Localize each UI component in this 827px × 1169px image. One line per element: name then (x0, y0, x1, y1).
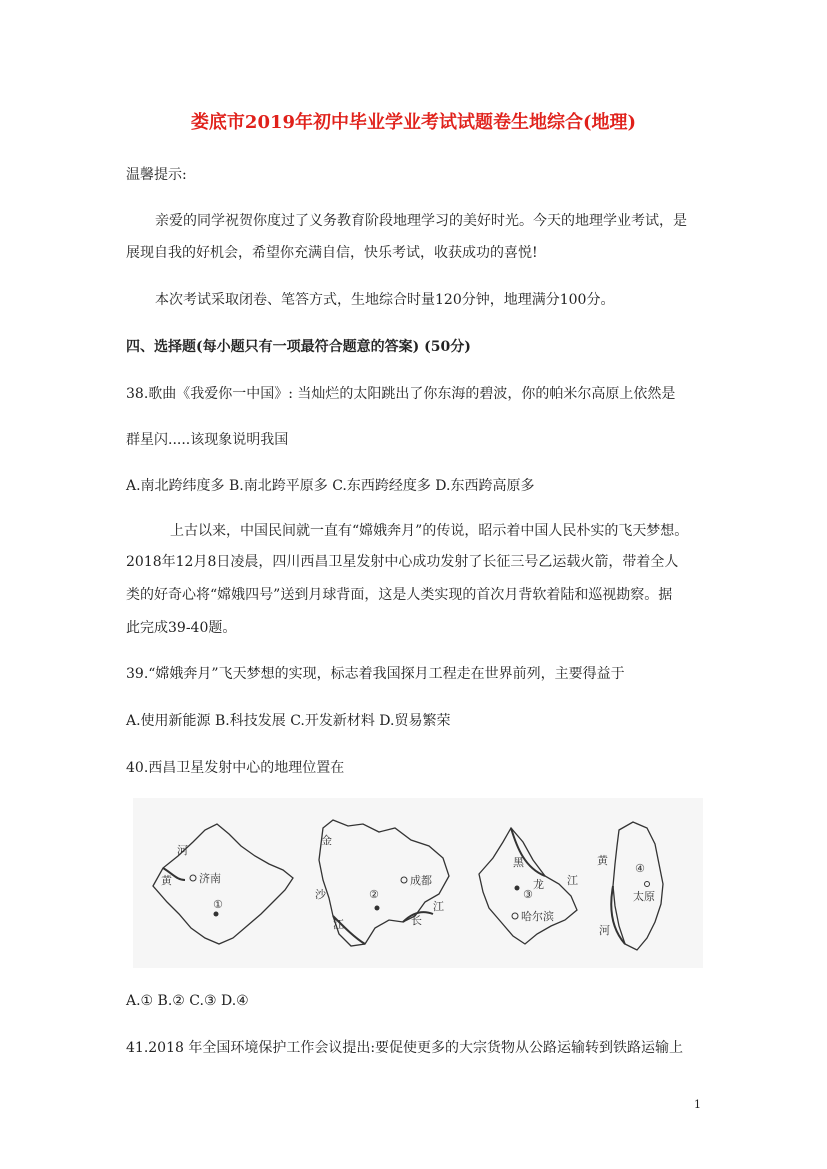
q40-stem: 40.西昌卫星发射中心的地理位置在 (126, 760, 345, 776)
map3-point (515, 886, 520, 891)
map2-jiang-right-label: 江 (433, 900, 444, 913)
map3-long-label: 龙 (533, 878, 544, 891)
map1-river-left-label: 黄 (161, 874, 172, 887)
passage-line-2: 2018年12月8日凌晨，四川西昌卫星发射中心成功发射了长征三号乙运载火箭，带着全人 (126, 554, 679, 570)
passage-line-3: 类的好奇心将“嫦娥四号”送到月球背面，这是人类实现的首次月背软着陆和巡视勘察。据 (126, 587, 673, 603)
map-shandong (153, 824, 293, 944)
map1-city-dot (190, 875, 196, 881)
map2-point (375, 906, 380, 911)
tip-heading: 温馨提示: (126, 167, 187, 183)
map3-hei-label: 黑 (513, 856, 524, 869)
map3-jiang-label: 江 (567, 874, 578, 887)
q39-stem: 39.“嫦娥奔月”飞天梦想的实现，标志着我国探月工程走在世界前列，主要得益于 (126, 666, 625, 682)
map4-huang-label: 黄 (597, 854, 608, 867)
section-heading: 四、选择题(每小题只有一项最符合题意的答案) (50分) (126, 339, 471, 355)
map3-marker: ③ (523, 888, 533, 901)
tip-line-1: 亲爱的同学祝贺你度过了义务教育阶段地理学习的美好时光。今天的地理学业考试，是 (155, 213, 687, 229)
map2-city-label: 成都 (410, 874, 432, 887)
map1-city-label: 济南 (199, 872, 221, 885)
province-maps-figure (133, 798, 703, 968)
page-number: 1 (694, 1098, 701, 1111)
map-shanxi (611, 822, 663, 950)
map2-marker: ② (369, 888, 379, 901)
map4-city-label: 太原 (633, 890, 655, 903)
map2-jiang-left-label: 江 (333, 918, 344, 931)
map3-city-dot (512, 913, 518, 919)
map2-sha-label: 沙 (315, 888, 326, 901)
map4-city-dot (645, 882, 650, 887)
q38-options: A.南北跨纬度多 B.南北跨平原多 C.东西跨经度多 D.东西跨高原多 (126, 478, 535, 494)
map2-chang-label: 长 (411, 914, 422, 927)
map-heilongjiang (479, 828, 577, 944)
map3-city-label: 哈尔滨 (521, 910, 554, 923)
q39-options: A.使用新能源 B.科技发展 C.开发新材料 D.贸易繁荣 (126, 713, 451, 729)
passage-line-4: 此完成39-40题。 (126, 620, 237, 636)
q38-stem-line-2: 群星闪.....该现象说明我国 (126, 432, 289, 448)
map1-marker: ① (213, 898, 223, 911)
map2-jin-label: 金 (321, 834, 332, 847)
document-title: 娄底市2019年初中毕业学业考试试题卷生地综合(地理) (190, 112, 637, 133)
map1-point (214, 912, 219, 917)
q38-stem-line-1: 38.歌曲《我爱你一中国》: 当灿烂的太阳跳出了你东海的碧波，你的帕米尔高原上依然是 (126, 386, 676, 402)
q40-options: A.① B.② C.③ D.④ (126, 993, 249, 1009)
map4-he-label: 河 (599, 924, 610, 937)
tip-line-2: 展现自我的好机会，希望你充满自信，快乐考试，收获成功的喜悦! (126, 245, 538, 261)
map4-marker: ④ (635, 862, 645, 875)
map1-river-top-label: 河 (177, 844, 188, 857)
tip-line-3: 本次考试采取闭卷、笔答方式，生地综合时量120分钟，地理满分100分。 (155, 292, 615, 308)
q41-stem: 41.2018 年全国环境保护工作会议提出:要促使更多的大宗货物从公路运输转到铁路运输上 (126, 1040, 684, 1056)
map2-city-dot (401, 877, 407, 883)
passage-line-1: 上古以来，中国民间就一直有“嫦娥奔月”的传说，昭示着中国人民朴实的飞天梦想。 (170, 523, 689, 539)
